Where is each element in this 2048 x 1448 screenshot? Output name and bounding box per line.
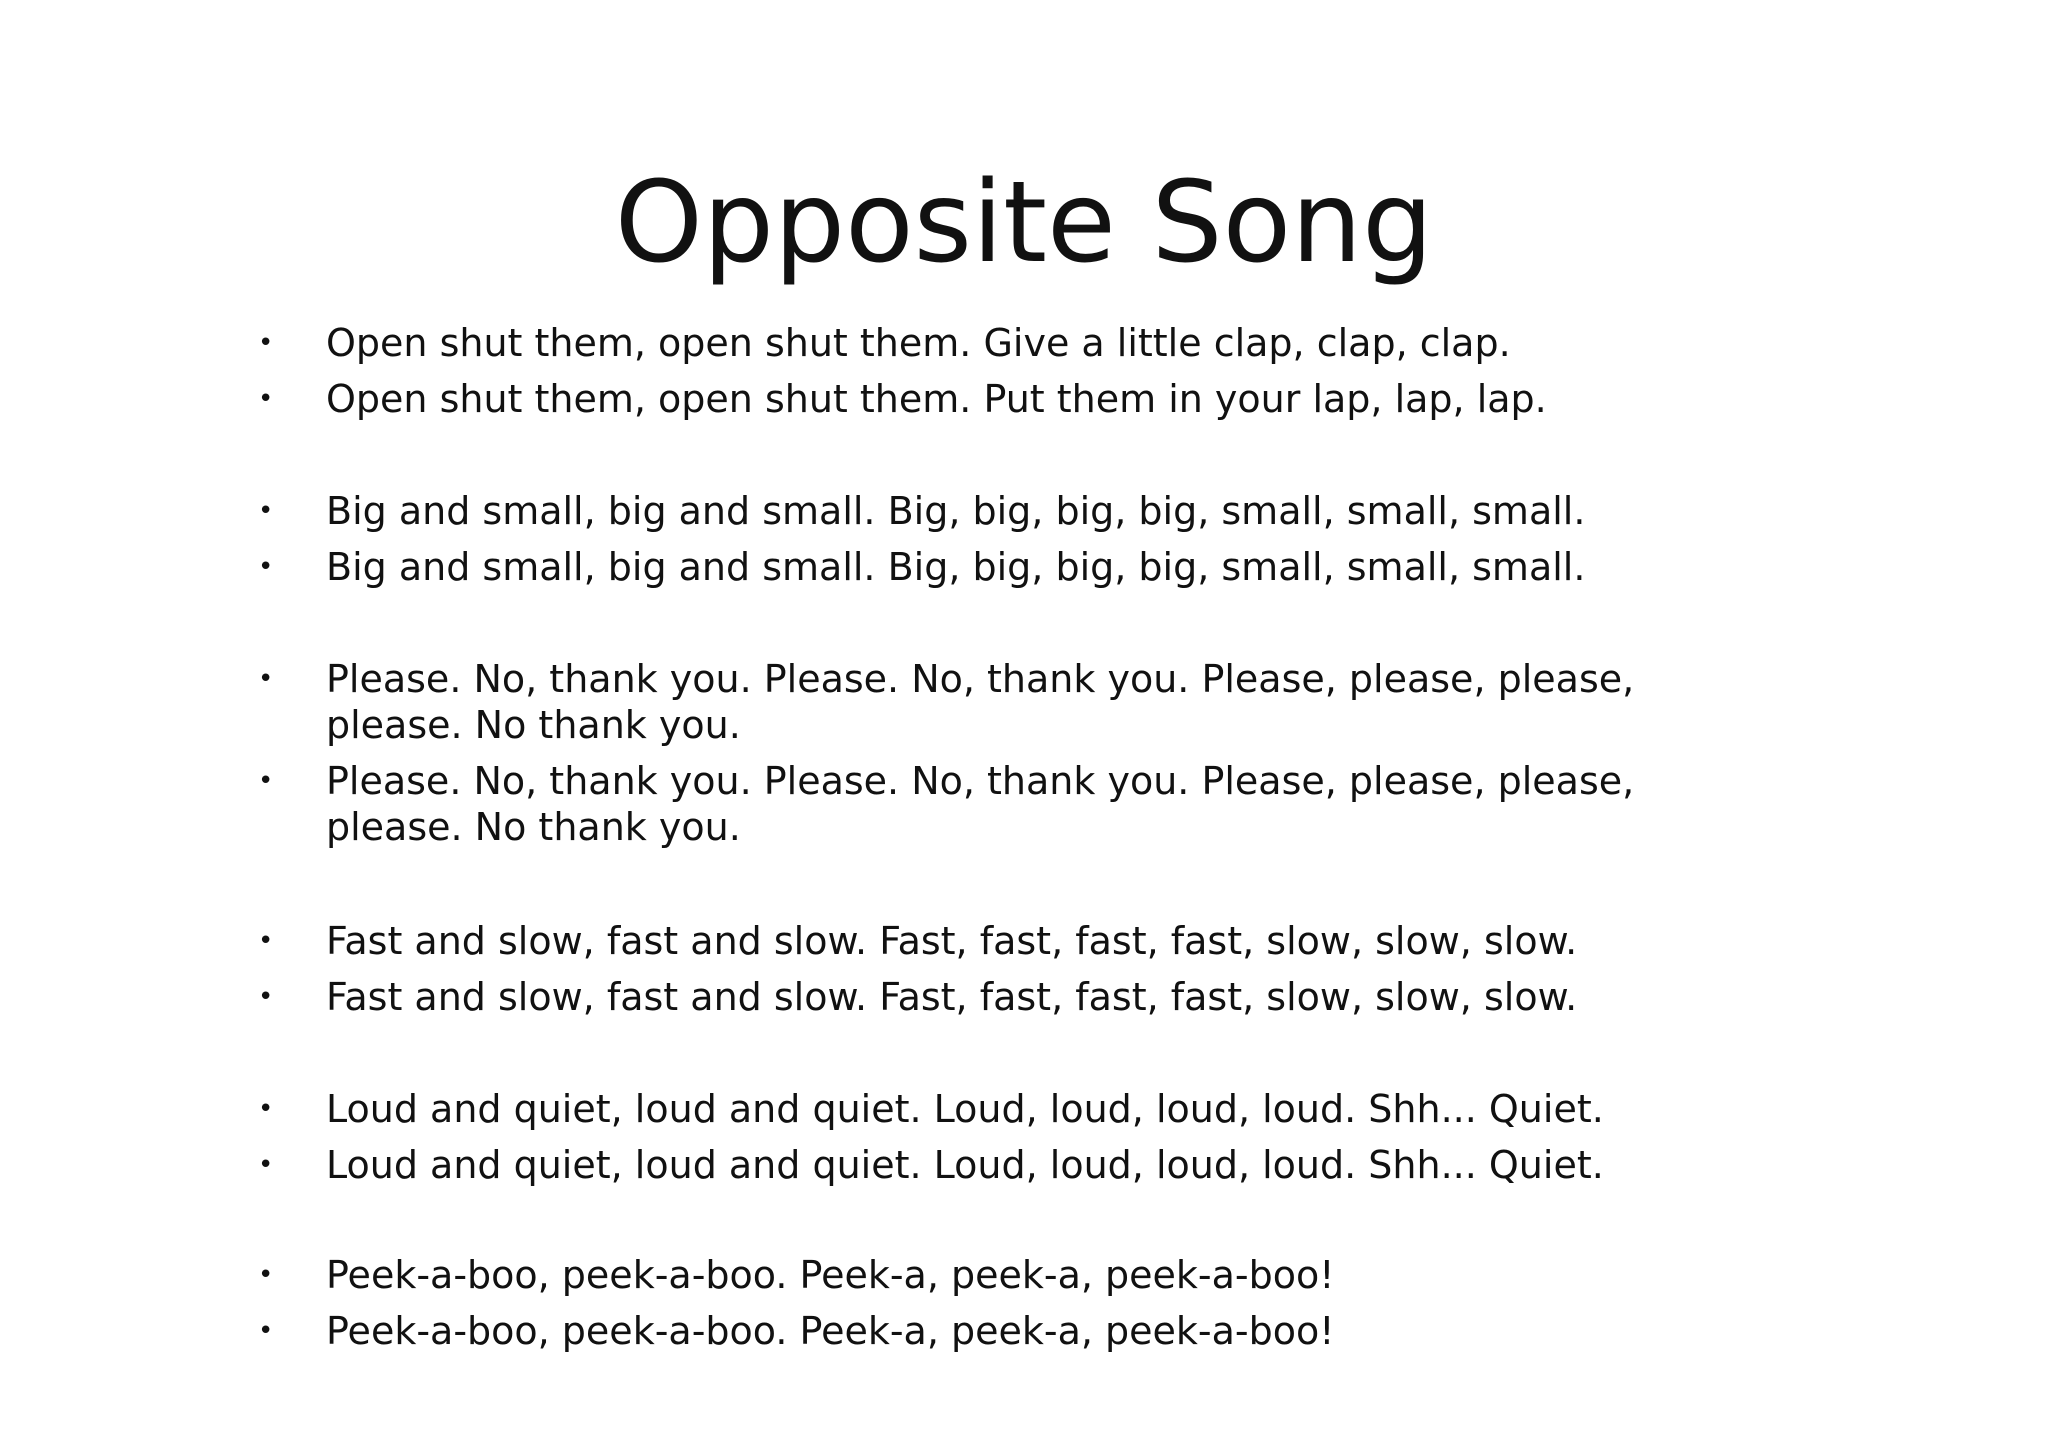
bullet-icon: • (258, 766, 274, 796)
bullet-icon: • (258, 1316, 274, 1346)
bullet-icon: • (258, 1260, 274, 1290)
lyric-line (0, 656, 1716, 748)
verse-6 (0, 1252, 2048, 1364)
lyric-text: Please. No, thank you. Please. No, thank you. Please, please, please, please. No thank you. (326, 759, 1635, 849)
lyric-line (0, 1252, 1716, 1298)
lyric-text: Peek-a-boo, peek-a-boo. Peek-a, peek-a, peek-a-boo! (326, 1253, 1335, 1297)
bullet-icon: • (258, 496, 274, 526)
verse-3 (0, 656, 2048, 860)
lyric-line (0, 1308, 1716, 1354)
verse-5 (0, 1086, 2048, 1198)
lyric-line (0, 488, 1716, 534)
lyric-text: Loud and quiet, loud and quiet. Loud, loud, loud, loud. Shh... Quiet. (326, 1143, 1604, 1187)
bullet-icon: • (258, 552, 274, 582)
bullet-icon: • (258, 328, 274, 358)
lyric-text: Fast and slow, fast and slow. Fast, fast, fast, fast, slow, slow, slow. (326, 975, 1578, 1019)
verse-4 (0, 918, 2048, 1030)
lyric-line (0, 918, 1716, 964)
lyric-line (0, 1142, 1716, 1188)
lyric-text: Open shut them, open shut them. Give a little clap, clap, clap. (326, 321, 1511, 365)
lyric-line (0, 758, 1716, 850)
bullet-icon: • (258, 664, 274, 694)
lyric-text: Big and small, big and small. Big, big, big, big, small, small, small. (326, 489, 1586, 533)
bullet-icon: • (258, 384, 274, 414)
bullet-icon: • (258, 982, 274, 1012)
slide-title: Opposite Song (614, 158, 1434, 288)
lyric-text: Loud and quiet, loud and quiet. Loud, loud, loud, loud. Shh... Quiet. (326, 1087, 1604, 1131)
bullet-icon: • (258, 1094, 274, 1124)
lyric-line (0, 320, 1716, 366)
lyric-line (0, 1086, 1716, 1132)
lyric-text: Fast and slow, fast and slow. Fast, fast, fast, fast, slow, slow, slow. (326, 919, 1578, 963)
lyric-text: Big and small, big and small. Big, big, big, big, small, small, small. (326, 545, 1586, 589)
lyric-text: Open shut them, open shut them. Put them in your lap, lap, lap. (326, 377, 1547, 421)
lyric-line (0, 974, 1716, 1020)
lyric-line (0, 544, 1716, 590)
verse-2 (0, 488, 2048, 600)
bullet-icon: • (258, 1150, 274, 1180)
lyric-text: Please. No, thank you. Please. No, thank you. Please, please, please, please. No thank you. (326, 657, 1635, 747)
lyric-line (0, 376, 1716, 422)
bullet-icon: • (258, 926, 274, 956)
verse-1 (0, 320, 2048, 432)
lyric-text: Peek-a-boo, peek-a-boo. Peek-a, peek-a, peek-a-boo! (326, 1309, 1335, 1353)
